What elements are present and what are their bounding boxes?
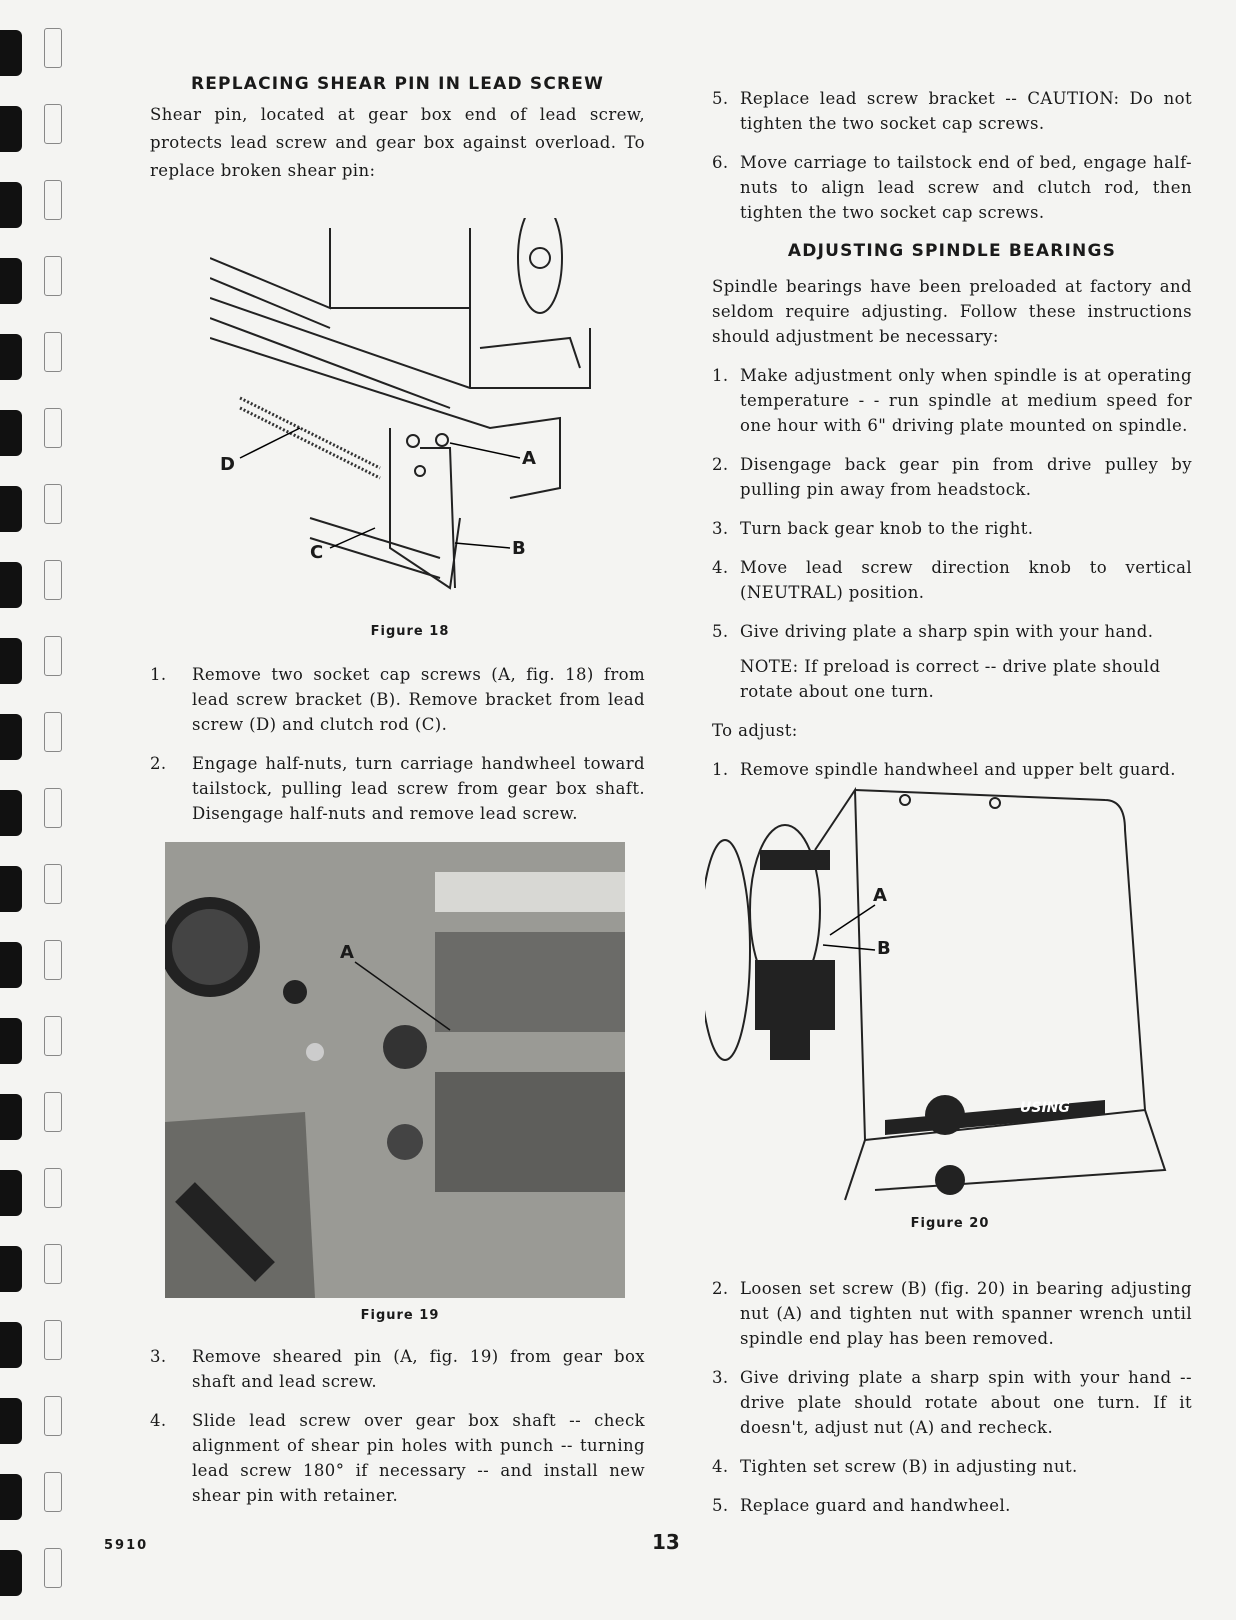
binding-slot xyxy=(44,1472,62,1512)
binding-hole xyxy=(0,1018,22,1064)
step-text: Slide lead screw over gear box shaft -- check alignment of shear pin holes with punch -- turning lead screw 180° if necessary -- and install new shear pin with retainer. xyxy=(192,1411,645,1505)
step-number: 3. xyxy=(150,1347,167,1366)
binding-hole xyxy=(0,30,22,76)
binding-hole xyxy=(0,1550,22,1596)
binding-hole xyxy=(0,1474,22,1520)
step-item xyxy=(150,662,645,737)
step-text: Replace lead screw bracket -- CAUTION: Do not tighten the two socket cap screws. xyxy=(740,89,1192,133)
step-text: Give driving plate a sharp spin with your hand. xyxy=(740,622,1154,641)
binding-hole xyxy=(0,1246,22,1292)
step-text: Move lead screw direction knob to vertical (NEUTRAL) position. xyxy=(740,558,1192,602)
step-number: 2. xyxy=(150,754,167,773)
step-number: 3. xyxy=(712,519,729,538)
binding-slot xyxy=(44,636,62,676)
binding-hole xyxy=(0,486,22,532)
label-a: A xyxy=(340,942,354,963)
step-item xyxy=(712,1493,1192,1518)
right-steps-5-6 xyxy=(712,86,1192,225)
binding-hole xyxy=(0,562,22,608)
left-column-top xyxy=(150,72,645,185)
label-a: A xyxy=(522,448,536,469)
spindle-gear-drawing xyxy=(705,770,1175,1210)
right-column-top xyxy=(712,72,1192,782)
binding-slot xyxy=(44,408,62,448)
figure-19-caption: Figure 19 xyxy=(360,1308,440,1323)
step-item xyxy=(712,1454,1192,1479)
step-number: 2. xyxy=(712,455,729,474)
binding-slot xyxy=(44,28,62,68)
step-number: 6. xyxy=(712,153,729,172)
step-text: Move carriage to tailstock end of bed, engage half-nuts to align lead screw and clutch rod, then tighten the two socket cap screws. xyxy=(740,153,1192,222)
label-d: D xyxy=(220,454,235,475)
figure-20-caption: Figure 20 xyxy=(910,1216,990,1231)
to-adjust-label: To adjust: xyxy=(712,721,798,740)
step-item xyxy=(150,751,645,826)
binding-holes xyxy=(0,0,70,1620)
step-item xyxy=(712,150,1192,225)
step-number: 1. xyxy=(712,366,729,385)
right-steps-1-5 xyxy=(712,363,1192,644)
binding-slot xyxy=(44,104,62,144)
step-text: Disengage back gear pin from drive pulley by pulling pin away from headstock. xyxy=(740,455,1192,499)
step-number: 3. xyxy=(712,1368,729,1387)
right-steps-2-5 xyxy=(712,1262,1192,1518)
step-number: 1. xyxy=(712,760,729,779)
binding-hole xyxy=(0,410,22,456)
lead-screw-bracket-drawing xyxy=(210,218,610,608)
step-item xyxy=(150,1408,645,1508)
step-number: 4. xyxy=(712,1457,729,1476)
binding-slot xyxy=(44,712,62,752)
preload-note: NOTE: If preload is correct -- drive plate should rotate about one turn. xyxy=(740,657,1161,701)
step-number: 5. xyxy=(712,622,729,641)
binding-slot xyxy=(44,1016,62,1056)
label-b: B xyxy=(512,538,526,559)
step-text: Remove sheared pin (A, fig. 19) from gear box shaft and lead screw. xyxy=(192,1347,645,1391)
step-number: 5. xyxy=(712,1496,729,1515)
document-code: 5910 xyxy=(104,1538,149,1553)
step-item xyxy=(712,619,1192,644)
binding-slot xyxy=(44,560,62,600)
step-text: Remove two socket cap screws (A, fig. 18) from lead screw bracket (B). Remove bracket from lead screw (D) and clutch rod (C). xyxy=(192,665,645,734)
label-c: C xyxy=(310,542,324,563)
label-b: B xyxy=(877,938,891,959)
binding-hole xyxy=(0,334,22,380)
binding-slot xyxy=(44,332,62,372)
step-text: Tighten set screw (B) in adjusting nut. xyxy=(740,1457,1078,1476)
section-heading-shear-pin: REPLACING SHEAR PIN IN LEAD SCREW xyxy=(190,74,605,94)
label-a: A xyxy=(873,885,887,906)
step-item xyxy=(150,1344,645,1394)
binding-slot xyxy=(44,1396,62,1436)
binding-hole xyxy=(0,1322,22,1368)
binding-slot xyxy=(44,1244,62,1284)
step-text: Replace guard and handwheel. xyxy=(740,1496,1011,1515)
step-item xyxy=(712,1276,1192,1351)
spindle-intro-paragraph: Spindle bearings have been preloaded at factory and seldom require adjusting. Follow these instructions should adjustment be necessary: xyxy=(712,277,1192,346)
binding-slot xyxy=(44,940,62,980)
step-text: Engage half-nuts, turn carriage handwheel toward tailstock, pulling lead screw from gear box shaft. Disengage half-nuts and remove lead screw. xyxy=(192,754,645,823)
step-number: 1. xyxy=(150,665,167,684)
step-text: Make adjustment only when spindle is at operating temperature - - run spindle at medium speed for one hour with 6" driving plate mounted on spindle. xyxy=(740,366,1192,435)
binding-hole xyxy=(0,790,22,836)
figure-20 xyxy=(705,770,1175,1210)
step-number: 5. xyxy=(712,89,729,108)
binding-hole xyxy=(0,1398,22,1444)
step-item xyxy=(712,452,1192,502)
step-number: 4. xyxy=(712,558,729,577)
binding-slot xyxy=(44,1548,62,1588)
step-text: Remove spindle handwheel and upper belt guard. xyxy=(740,760,1176,779)
section-heading-spindle: ADJUSTING SPINDLE BEARINGS xyxy=(787,241,1117,261)
intro-paragraph: Shear pin, located at gear box end of lead screw, protects lead screw and gear box against overload. To replace broken shear pin: xyxy=(150,105,645,180)
left-steps-1-2 xyxy=(150,648,645,826)
binding-slot xyxy=(44,180,62,220)
binding-slot xyxy=(44,256,62,296)
figure-19-photo xyxy=(165,842,625,1298)
binding-slot xyxy=(44,864,62,904)
gear-box-photo xyxy=(165,842,625,1298)
binding-hole xyxy=(0,942,22,988)
plate-logo-text: USING xyxy=(1020,1100,1070,1116)
binding-hole xyxy=(0,714,22,760)
binding-hole xyxy=(0,106,22,152)
binding-hole xyxy=(0,258,22,304)
binding-hole xyxy=(0,866,22,912)
step-number: 2. xyxy=(712,1279,729,1298)
page-number: 13 xyxy=(652,1530,680,1554)
figure-18 xyxy=(210,218,610,608)
step-item xyxy=(712,516,1192,541)
figure-18-caption: Figure 18 xyxy=(370,624,450,639)
binding-hole xyxy=(0,1170,22,1216)
step-item xyxy=(712,1365,1192,1440)
binding-hole xyxy=(0,638,22,684)
binding-slot xyxy=(44,1092,62,1132)
step-text: Turn back gear knob to the right. xyxy=(740,519,1034,538)
binding-slot xyxy=(44,788,62,828)
binding-slot xyxy=(44,1168,62,1208)
step-item xyxy=(712,86,1192,136)
step-item xyxy=(712,555,1192,605)
step-text: Loosen set screw (B) (fig. 20) in bearing adjusting nut (A) and tighten nut with spanner wrench until spindle end play has been removed. xyxy=(740,1279,1192,1348)
left-steps-3-4 xyxy=(150,1330,645,1508)
step-text: Give driving plate a sharp spin with your hand -- drive plate should rotate about one turn. If it doesn't, adjust nut (A) and recheck. xyxy=(740,1368,1192,1437)
step-item xyxy=(712,363,1192,438)
binding-slot xyxy=(44,1320,62,1360)
step-number: 4. xyxy=(150,1411,167,1430)
binding-hole xyxy=(0,182,22,228)
binding-hole xyxy=(0,1094,22,1140)
binding-slot xyxy=(44,484,62,524)
